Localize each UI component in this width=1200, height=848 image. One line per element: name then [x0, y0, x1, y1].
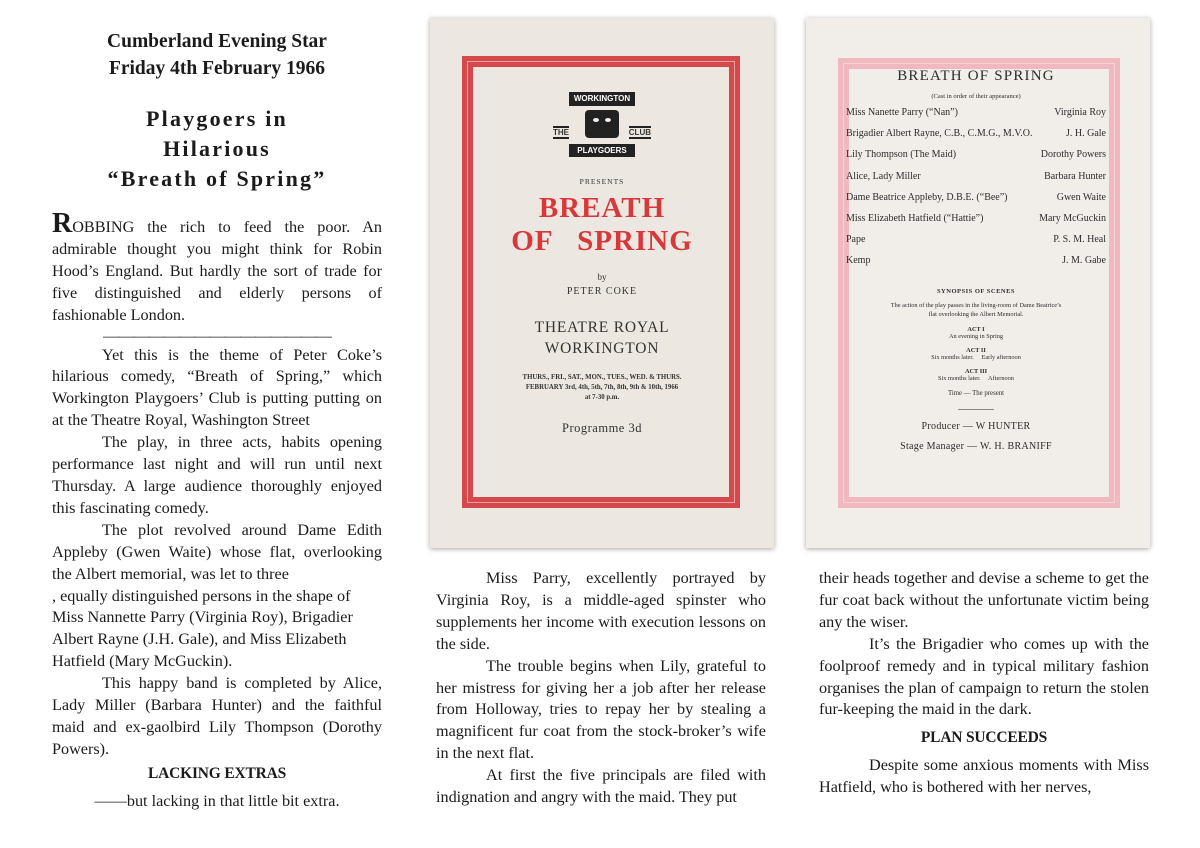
cast-actor: Barbara Hunter — [1044, 170, 1106, 182]
cast-actor: J. H. Gale — [1066, 128, 1106, 140]
act-1-label: ACT I — [967, 325, 985, 333]
presents-label: PRESENTS — [579, 177, 625, 186]
synopsis-of-scenes — [846, 288, 1106, 410]
article-paragraph: The trouble begins when Lily, grateful to her mistress for giving her a job after her release from Holloway, tries to repay her by stealing a magnificent fur coat from the stock-broker’s wife in the next flat. — [436, 656, 766, 763]
cast-row — [846, 166, 1106, 187]
play-title-line-1: BREATH — [538, 192, 666, 224]
cast-actor: Mary McGuckin — [1039, 213, 1106, 225]
act-2-label: ACT II — [966, 346, 986, 354]
programme-front-content — [430, 92, 774, 436]
article-paragraph: The play, in three acts, habits opening performance last night and will run until next Thursday. A large audience thoroughly enjoyed this fascinating comedy. — [52, 433, 382, 517]
article-paragraph: their heads together and devise a scheme to get the fur coat back without the unfortunate victim being any the wiser. — [819, 569, 1149, 631]
programme-front-image — [430, 18, 774, 548]
article-paragraph-text: OBBING the rich to feed the poor. An admirable thought you might think for Robin Hood’s England. But hardly the sort of trade for five distinguished and elderly persons of fashionable London. — [52, 218, 382, 324]
cast-role: Dame Beatrice Appleby, D.B.E. (“Bee”) — [846, 191, 1008, 203]
article-paragraph: ——but lacking in that little bit extra. — [94, 791, 340, 810]
time-setting: Time — The present — [947, 389, 1005, 397]
playgoers-club-logo — [547, 92, 657, 170]
cast-role: Miss Nanette Parry (“Nan”) — [846, 107, 958, 118]
dates-time: at 7-30 p.m. — [584, 394, 620, 401]
cast-role: Miss Elizabeth Hatfield (“Hattie”) — [846, 213, 984, 225]
article-paragraph: Yet this is the theme of Peter Coke’s hilarious comedy, “Breath of Spring,” which Workington Playgoers’ Club is putting putting on at the Theatre Royal, Washington Street — [52, 345, 382, 430]
article-paragraph: It’s the Brigadier who comes up with the foolproof remedy and in typical military fashion organises the plan of campaign to return the stolen fur-keeping the maid in the dark. — [819, 634, 1149, 719]
logo-club: CLUB — [628, 128, 651, 137]
newspaper-name: Cumberland Evening Star — [107, 31, 327, 52]
play-title-line-2: OF SPRING — [511, 225, 693, 257]
cast-row — [846, 102, 1106, 123]
cast-row — [846, 250, 1106, 271]
cast-row — [846, 144, 1106, 165]
play-title — [430, 192, 774, 258]
cast-row — [846, 229, 1106, 250]
dates-days: THURS., FRI., SAT., MON., TUES., WED. & THURS. — [522, 374, 682, 381]
synopsis-text — [846, 301, 1106, 319]
cast-note: (Cast in order of their appearance) — [931, 93, 1021, 100]
act-2-text: Six months later. Early afternoon — [931, 353, 1021, 361]
cast-actor: P. S. M. Heal — [1053, 234, 1106, 246]
right-article-column — [819, 568, 1149, 799]
cast-row — [846, 208, 1106, 229]
synopsis-heading: SYNOPSIS OF SCENES — [936, 287, 1016, 295]
cast-role: Pape — [846, 234, 866, 246]
theatre-line-1: THEATRE ROYAL — [534, 319, 670, 336]
cast-page-title: BREATH OF SPRING — [897, 68, 1055, 84]
performance-dates — [430, 373, 774, 403]
synopsis-line-1: The action of the play passes in the living-room of Dame Beatrice’s — [890, 301, 1062, 309]
by-label: by — [597, 272, 607, 282]
theatre-line-2: WORKINGTON — [544, 340, 660, 357]
headline-line-3: “Breath of Spring” — [107, 166, 327, 191]
cast-actor: J. M. Gabe — [1062, 255, 1106, 267]
cast-role: Lily Thompson (The Maid) — [846, 149, 957, 161]
article-paragraph: , equally distinguished persons in the shape of Miss Nannette Parry (Virginia Roy), Brigadier Albert Rayne (J.H. Gale), and Miss Elizabeth Hatfield (Mary McGuckin). — [52, 586, 353, 671]
cast-actor: Gwen Waite — [1056, 191, 1106, 203]
headline-line-2: Hilarious — [163, 136, 271, 161]
cast-row — [846, 123, 1106, 144]
cast-role: Brigadier Albert Rayne, C.B., C.M.G., M.V.O. — [846, 128, 1033, 140]
logo-the: THE — [553, 128, 569, 137]
article-paragraph: This happy band is completed by Alice, Lady Miller (Barbara Hunter) and the faithful maid and ex-gaolbird Lily Thompson (Dorothy Powers). — [52, 674, 382, 758]
act-3-text: Six months later. Afternoon — [938, 374, 1014, 382]
theatre-name — [430, 317, 774, 359]
stage-manager-credit: Stage Manager — W. H. BRANIFF — [900, 440, 1052, 452]
article-paragraph: Despite some anxious moments with Miss Hatfield, who is bothered with her nerves, — [819, 756, 1149, 797]
programme-cast-page-image — [806, 18, 1150, 548]
act-3-label: ACT III — [964, 367, 988, 375]
article-paragraph: The plot revolved around Dame Edith Appleby (Gwen Waite) whose flat, overlooking the Albert memorial, was let to three — [52, 520, 382, 583]
logo-workington: WORKINGTON — [569, 92, 635, 106]
left-article-column — [52, 28, 382, 813]
act-1-text: An evening in Spring — [948, 332, 1004, 340]
cast-actor: Virginia Roy — [1054, 107, 1106, 118]
divider — [958, 409, 994, 410]
headline-line-1: Playgoers in — [146, 106, 288, 131]
subheading-plan-succeeds: PLAN SUCCEEDS — [920, 729, 1048, 747]
cast-role: Kemp — [846, 255, 871, 267]
article-paragraph: Miss Parry, excellently portrayed by Virginia Roy, is a middle-aged spinster who supplements her income with execution lessons on the side. — [436, 569, 766, 653]
article-paragraph: At first the five principals are filed with indignation and angry with the maid. They put — [436, 766, 766, 807]
programme-back-content — [846, 68, 1106, 456]
article-body-left — [52, 208, 382, 813]
programme-price: Programme 3d — [562, 421, 642, 435]
author-name: PETER COKE — [566, 286, 638, 297]
producer-credit: Producer — W HUNTER — [921, 420, 1031, 432]
dates-days-numbers: FEBRUARY 3rd, 4th, 5th, 7th, 8th, 9th & 10th, 1966 — [525, 384, 679, 391]
cast-role: Alice, Lady Miller — [846, 170, 921, 182]
newspaper-date: Friday 4th February 1966 — [108, 58, 326, 79]
synopsis-line-2: flat overlooking the Albert Memorial. — [928, 310, 1024, 318]
cast-row — [846, 187, 1106, 208]
logo-playgoers: PLAYGOERS — [569, 144, 635, 157]
section-rule: ——————————————— — [103, 326, 331, 345]
subheading-lacking-extras: LACKING EXTRAS — [147, 764, 287, 782]
cast-actor: Dorothy Powers — [1040, 149, 1106, 161]
drop-cap: R — [52, 208, 73, 239]
masthead — [52, 28, 382, 82]
headline — [52, 104, 382, 194]
cast-list — [846, 102, 1106, 272]
theatre-masks-icon — [585, 110, 619, 138]
article-paragraph — [52, 208, 382, 327]
middle-article-column — [436, 568, 766, 809]
